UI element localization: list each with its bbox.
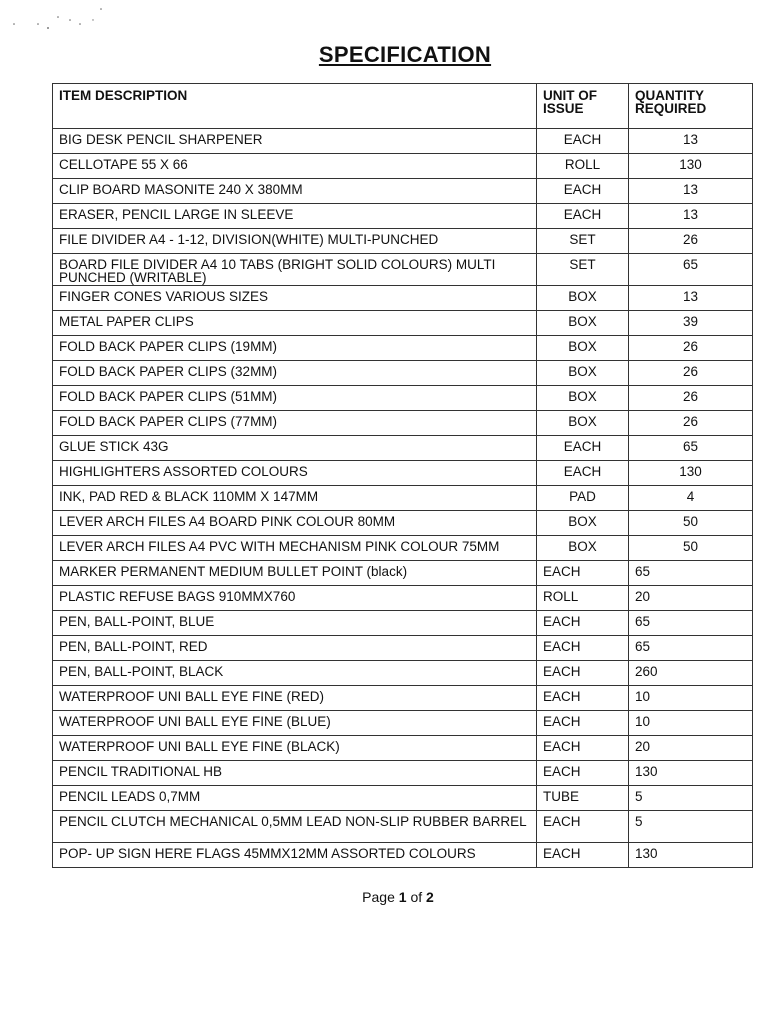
unit-of-issue-cell: EACH: [537, 461, 629, 486]
table-row: [53, 511, 753, 536]
item-description-cell: PLASTIC REFUSE BAGS 910MMX760: [53, 586, 537, 611]
item-description-cell: FILE DIVIDER A4 - 1-12, DIVISION(WHITE) MULTI-PUNCHED: [53, 229, 537, 254]
table-row: [53, 736, 753, 761]
unit-of-issue-cell: EACH: [537, 636, 629, 661]
item-description-cell: WATERPROOF UNI BALL EYE FINE (RED): [53, 686, 537, 711]
unit-of-issue-cell: EACH: [537, 811, 629, 843]
unit-of-issue-cell: EACH: [537, 761, 629, 786]
page-of: of: [410, 889, 423, 905]
quantity-cell: 65: [629, 254, 753, 286]
item-description-cell: FOLD BACK PAPER CLIPS (19MM): [53, 336, 537, 361]
quantity-cell: 10: [629, 711, 753, 736]
page-label: Page: [362, 889, 395, 905]
item-description-cell: PEN, BALL-POINT, BLACK: [53, 661, 537, 686]
quantity-cell: 130: [629, 154, 753, 179]
quantity-cell: 10: [629, 686, 753, 711]
table-row: [53, 843, 753, 868]
unit-of-issue-cell: BOX: [537, 536, 629, 561]
quantity-cell: 20: [629, 736, 753, 761]
unit-of-issue-cell: EACH: [537, 611, 629, 636]
table-row: [53, 361, 753, 386]
unit-of-issue-cell: SET: [537, 254, 629, 286]
unit-of-issue-cell: EACH: [537, 736, 629, 761]
item-description-cell: FOLD BACK PAPER CLIPS (51MM): [53, 386, 537, 411]
item-description-cell: PENCIL LEADS 0,7MM: [53, 786, 537, 811]
table-row: [53, 636, 753, 661]
quantity-cell: 13: [629, 204, 753, 229]
item-description-cell: MARKER PERMANENT MEDIUM BULLET POINT (black): [53, 561, 537, 586]
header-item-description: ITEM DESCRIPTION: [53, 84, 537, 129]
scan-specks: [0, 0, 120, 30]
unit-of-issue-cell: EACH: [537, 711, 629, 736]
quantity-cell: 5: [629, 786, 753, 811]
table-row: [53, 286, 753, 311]
item-description-cell: FOLD BACK PAPER CLIPS (77MM): [53, 411, 537, 436]
unit-of-issue-cell: EACH: [537, 179, 629, 204]
item-description-cell: GLUE STICK 43G: [53, 436, 537, 461]
item-description-cell: POP- UP SIGN HERE FLAGS 45MMX12MM ASSORTED COLOURS: [53, 843, 537, 868]
item-description-cell: LEVER ARCH FILES A4 BOARD PINK COLOUR 80MM: [53, 511, 537, 536]
unit-of-issue-cell: EACH: [537, 686, 629, 711]
item-description-cell: PEN, BALL-POINT, BLUE: [53, 611, 537, 636]
table-body: [53, 129, 753, 868]
table-row: [53, 536, 753, 561]
item-description-cell: INK, PAD RED & BLACK 110MM X 147MM: [53, 486, 537, 511]
item-description-cell: PENCIL CLUTCH MECHANICAL 0,5MM LEAD NON-SLIP RUBBER BARREL: [53, 811, 537, 843]
table-row: [53, 386, 753, 411]
item-description-cell: FOLD BACK PAPER CLIPS (32MM): [53, 361, 537, 386]
item-description-cell: CLIP BOARD MASONITE 240 X 380MM: [53, 179, 537, 204]
quantity-cell: 65: [629, 636, 753, 661]
item-description-cell: METAL PAPER CLIPS: [53, 311, 537, 336]
table-row: [53, 786, 753, 811]
table-row: [53, 154, 753, 179]
quantity-cell: 50: [629, 511, 753, 536]
quantity-cell: 26: [629, 361, 753, 386]
unit-of-issue-cell: SET: [537, 229, 629, 254]
table-row: [53, 336, 753, 361]
page-title: SPECIFICATION: [318, 42, 492, 67]
item-description-cell: WATERPROOF UNI BALL EYE FINE (BLACK): [53, 736, 537, 761]
quantity-cell: 50: [629, 536, 753, 561]
table-row: [53, 611, 753, 636]
item-description-cell: ERASER, PENCIL LARGE IN SLEEVE: [53, 204, 537, 229]
quantity-cell: 26: [629, 386, 753, 411]
quantity-cell: 65: [629, 611, 753, 636]
unit-of-issue-cell: BOX: [537, 311, 629, 336]
item-description-cell: BOARD FILE DIVIDER A4 10 TABS (BRIGHT SOLID COLOURS) MULTI PUNCHED (WRITABLE): [53, 254, 537, 286]
table-row: [53, 229, 753, 254]
table-row: [53, 254, 753, 286]
table-row: [53, 686, 753, 711]
quantity-cell: 130: [629, 461, 753, 486]
unit-of-issue-cell: EACH: [537, 204, 629, 229]
quantity-cell: 26: [629, 336, 753, 361]
table-row: [53, 486, 753, 511]
quantity-cell: 20: [629, 586, 753, 611]
quantity-cell: 260: [629, 661, 753, 686]
unit-of-issue-cell: BOX: [537, 286, 629, 311]
quantity-cell: 5: [629, 811, 753, 843]
item-description-cell: PEN, BALL-POINT, RED: [53, 636, 537, 661]
item-description-cell: HIGHLIGHTERS ASSORTED COLOURS: [53, 461, 537, 486]
table-row: [53, 204, 753, 229]
item-description-cell: FINGER CONES VARIOUS SIZES: [53, 286, 537, 311]
table-row: [53, 561, 753, 586]
page-footer: [0, 889, 768, 905]
table-row: [53, 411, 753, 436]
unit-of-issue-cell: BOX: [537, 361, 629, 386]
quantity-cell: 65: [629, 436, 753, 461]
quantity-cell: 130: [629, 761, 753, 786]
page-total: 2: [426, 889, 434, 905]
specification-table: [52, 83, 753, 868]
table-row: [53, 711, 753, 736]
table-row: [53, 586, 753, 611]
unit-of-issue-cell: EACH: [537, 843, 629, 868]
table-row: [53, 311, 753, 336]
unit-of-issue-cell: BOX: [537, 411, 629, 436]
page-current: 1: [398, 889, 407, 905]
unit-of-issue-cell: EACH: [537, 129, 629, 154]
quantity-cell: 13: [629, 129, 753, 154]
header-quantity-required: QUANTITY REQUIRED: [629, 84, 753, 129]
table-row: [53, 461, 753, 486]
item-description-cell: PENCIL TRADITIONAL HB: [53, 761, 537, 786]
quantity-cell: 4: [629, 486, 753, 511]
unit-of-issue-cell: BOX: [537, 336, 629, 361]
table-row: [53, 761, 753, 786]
table-row: [53, 661, 753, 686]
table-header-row: [53, 84, 753, 129]
quantity-cell: 26: [629, 229, 753, 254]
table-row: [53, 811, 753, 843]
item-description-cell: CELLOTAPE 55 X 66: [53, 154, 537, 179]
quantity-cell: 65: [629, 561, 753, 586]
unit-of-issue-cell: ROLL: [537, 154, 629, 179]
quantity-cell: 130: [629, 843, 753, 868]
header-unit-of-issue: UNIT OF ISSUE: [537, 84, 629, 129]
unit-of-issue-cell: EACH: [537, 561, 629, 586]
item-description-cell: WATERPROOF UNI BALL EYE FINE (BLUE): [53, 711, 537, 736]
unit-of-issue-cell: PAD: [537, 486, 629, 511]
unit-of-issue-cell: EACH: [537, 661, 629, 686]
table-row: [53, 129, 753, 154]
quantity-cell: 13: [629, 286, 753, 311]
unit-of-issue-cell: EACH: [537, 436, 629, 461]
item-description-cell: LEVER ARCH FILES A4 PVC WITH MECHANISM PINK COLOUR 75MM: [53, 536, 537, 561]
table-row: [53, 436, 753, 461]
quantity-cell: 39: [629, 311, 753, 336]
unit-of-issue-cell: ROLL: [537, 586, 629, 611]
unit-of-issue-cell: BOX: [537, 386, 629, 411]
table-row: [53, 179, 753, 204]
item-description-cell: BIG DESK PENCIL SHARPENER: [53, 129, 537, 154]
quantity-cell: 26: [629, 411, 753, 436]
unit-of-issue-cell: TUBE: [537, 786, 629, 811]
quantity-cell: 13: [629, 179, 753, 204]
unit-of-issue-cell: BOX: [537, 511, 629, 536]
